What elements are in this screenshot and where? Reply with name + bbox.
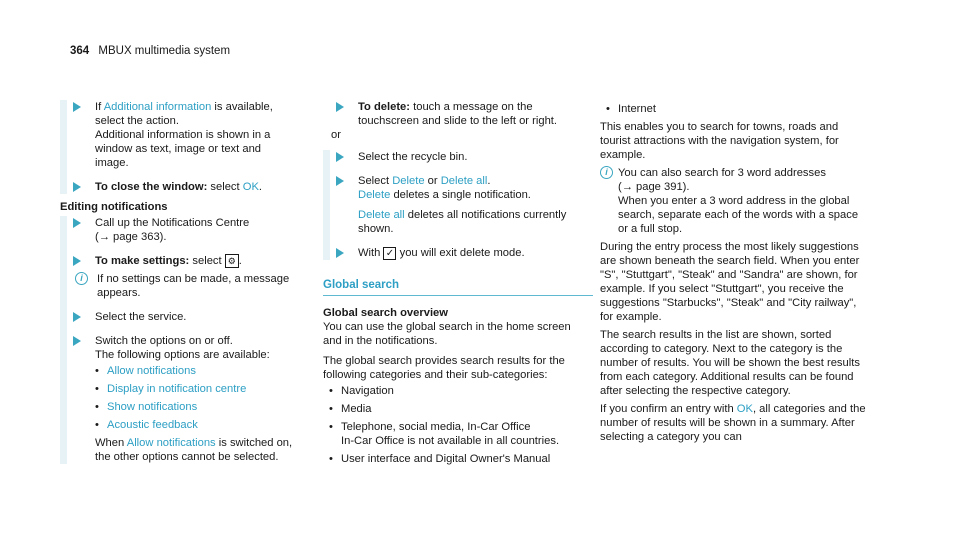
text: Select the service. xyxy=(95,311,187,324)
list-item[interactable]: • Display in notification centre xyxy=(95,382,295,396)
step-delete xyxy=(330,100,591,128)
text: Additional information is shown in a window as text, image or text and image. xyxy=(95,129,271,169)
arrow-icon xyxy=(73,182,81,192)
ok-link[interactable]: OK xyxy=(736,403,753,415)
text: is switched on, the other options cannot be selected. xyxy=(95,437,293,464)
page-number: 364 xyxy=(70,45,90,57)
settings-note xyxy=(67,272,295,300)
arrow-icon xyxy=(73,256,81,266)
list-item xyxy=(329,420,591,448)
text: is available, select the action. xyxy=(95,101,273,127)
text: deletes a single notification. xyxy=(393,189,531,201)
list-item-note: In-Car Office is not available in all countries. xyxy=(341,435,560,447)
text: Call up the Notifications Centre xyxy=(95,217,250,229)
text: If you confirm an entry with xyxy=(600,403,734,415)
recycle-steps xyxy=(323,150,591,260)
bold-label: To close the window: xyxy=(95,181,208,193)
delete-link[interactable]: Delete xyxy=(392,175,425,187)
overview-paragraph: The global search provides search results for the following categories and their sub-categories: xyxy=(323,355,565,381)
text: select xyxy=(192,255,222,267)
paragraph: The search results in the list are shown, sorted according to category. Next to the category is the number of results. You will be shown the best results from each category. Additional results can be found after selecting the respective category. xyxy=(600,329,860,397)
three-word-note xyxy=(600,166,870,236)
overview-title: Global search overview xyxy=(323,307,448,319)
step-recycle xyxy=(330,150,591,164)
editing-steps xyxy=(60,216,295,464)
note-text: When you enter a 3 word address in the global search, separate each of the words with a space or a full stop. xyxy=(618,195,859,235)
allow-notifications-link[interactable]: Allow notifications xyxy=(126,437,216,450)
or-text: or xyxy=(331,129,341,141)
list-item: • Internet xyxy=(606,102,870,116)
text: touch a message on the touchscreen and slide to the left or right. xyxy=(358,101,558,127)
page-header xyxy=(70,44,230,58)
categories-list xyxy=(329,384,591,466)
delete-steps xyxy=(323,100,591,128)
page-ref: (→ page 391). xyxy=(618,181,690,193)
text: select xyxy=(210,181,240,193)
text: The following options are available: xyxy=(95,349,270,362)
checkbox-icon: ✓ xyxy=(383,247,396,260)
arrow-icon xyxy=(73,218,81,228)
text: With xyxy=(358,247,381,259)
text: If xyxy=(95,101,102,113)
text: , all categories and the number of results will be shown in a summary. After selecting a category you can xyxy=(600,403,866,443)
list-item[interactable]: • Allow notifications xyxy=(95,364,295,378)
paragraph: This enables you to search for towns, roads and tourist attractions with the navigation system, for example. xyxy=(600,121,839,161)
additional-information-link[interactable]: Additional information xyxy=(103,101,212,113)
arrow-icon xyxy=(336,152,344,162)
step-make-settings: To make settings: select ⚙ . xyxy=(67,254,295,268)
text: Select the recycle bin. xyxy=(358,151,468,163)
internet-list xyxy=(606,102,870,116)
bold-label: To make settings: xyxy=(95,255,190,267)
text: you will exit delete mode. xyxy=(399,247,525,259)
arrow-icon xyxy=(336,176,344,186)
arrow-icon xyxy=(73,102,81,112)
step-additional-info xyxy=(67,100,295,170)
bold-label: To delete: xyxy=(358,101,411,113)
column-2 xyxy=(323,100,591,470)
list-item: • User interface and Digital Owner's Manual xyxy=(329,452,591,466)
page-ref: (→ page 363). xyxy=(95,231,167,243)
steps-block xyxy=(60,100,295,194)
step-select-service xyxy=(67,310,295,324)
arrow-icon xyxy=(73,312,81,322)
delete-all-link[interactable]: Delete all xyxy=(440,175,488,187)
page-header-title: MBUX multimedia system xyxy=(98,45,231,57)
step-switch-options xyxy=(67,334,295,464)
note-text: You can also search for 3 word addresses xyxy=(618,167,826,179)
gear-icon: ⚙ xyxy=(225,254,239,268)
text: or xyxy=(427,175,438,187)
list-item-text: Telephone, social media, In-Car Office xyxy=(341,421,531,433)
arrow-icon xyxy=(336,102,344,112)
column-3 xyxy=(600,100,870,444)
step-select-delete: Select Delete or Delete all. Delete deletes a single notification. Delete all deletes all notifications currently shown. xyxy=(330,174,591,236)
arrow-icon xyxy=(73,336,81,346)
paragraph: During the entry process the most likely suggestions are shown beneath the search field. When you enter "S", "Stuttgart", "Steak" and "Sandra" are shown, for example. If you select "Stuttgart", you receive the suggestions "Starbucks", "Steak" and "City railway", for example. xyxy=(600,241,860,323)
ok-link[interactable]: OK xyxy=(242,181,259,193)
options-list xyxy=(95,364,295,432)
step-call-up xyxy=(67,216,295,244)
overview-paragraph: You can use the global search in the home screen and in the notifications. xyxy=(323,321,571,347)
column-1 xyxy=(60,100,295,464)
step-exit-delete xyxy=(330,246,591,260)
text: deletes all notifications currently shown. xyxy=(358,209,567,235)
list-item: • Navigation xyxy=(329,384,591,398)
list-item[interactable]: • Acoustic feedback xyxy=(95,418,295,432)
delete-link[interactable]: Delete xyxy=(358,189,391,201)
step-close-window: To close the window: select OK. xyxy=(67,180,295,194)
paragraph xyxy=(600,402,870,444)
global-search-section-title: Global search xyxy=(323,278,593,296)
note-text: If no settings can be made, a message appears. xyxy=(97,273,290,300)
info-icon: i xyxy=(600,166,613,179)
info-icon: i xyxy=(75,272,88,285)
arrow-icon xyxy=(336,248,344,258)
text: When xyxy=(95,437,125,450)
text: Switch the options on or off. xyxy=(95,335,233,348)
list-item[interactable]: • Show notifications xyxy=(95,400,295,414)
delete-all-link[interactable]: Delete all xyxy=(358,209,405,221)
list-item: • Media xyxy=(329,402,591,416)
editing-notifications-title: Editing notifications xyxy=(60,201,168,213)
text: Select xyxy=(358,175,390,187)
